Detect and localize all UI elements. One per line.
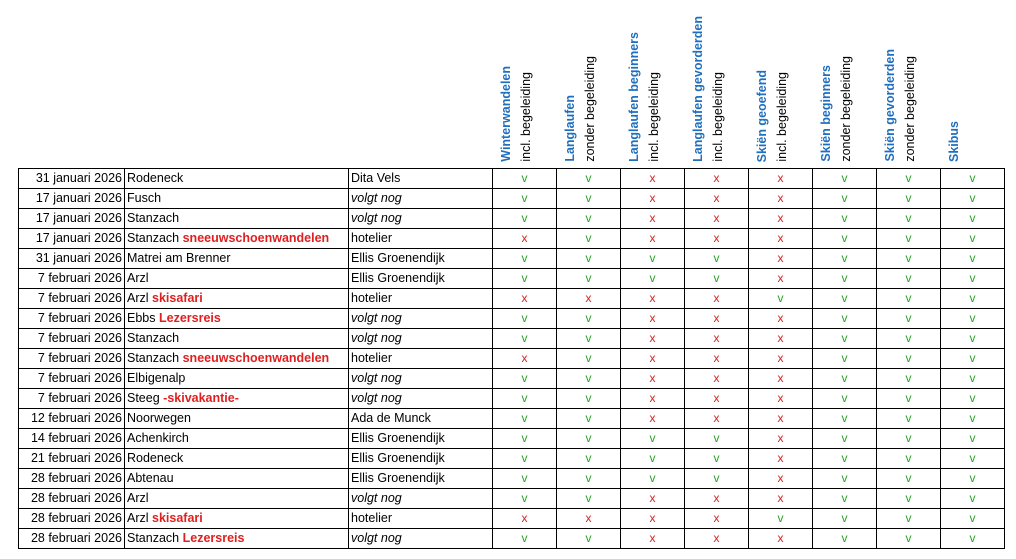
guide-cell: volgt nog: [349, 529, 493, 549]
column-header: [621, 0, 685, 169]
check-mark: v: [493, 449, 557, 469]
date-cell: 31 januari 2026: [19, 169, 125, 189]
date-cell: 7 februari 2026: [19, 389, 125, 409]
destination-name: Abtenau: [127, 471, 174, 485]
destination-cell: [125, 509, 349, 529]
column-header-labels: [687, 2, 749, 162]
cross-mark: x: [749, 229, 813, 249]
column-title: Skibus: [946, 121, 961, 162]
destination-name: Ebbs: [127, 311, 156, 325]
destination-cell: [125, 229, 349, 249]
destination-cell: [125, 329, 349, 349]
check-mark: v: [941, 189, 1005, 209]
cross-mark: x: [685, 189, 749, 209]
cross-mark: x: [621, 489, 685, 509]
column-title: Skiën gevorderden: [882, 49, 897, 162]
table-row: [19, 309, 1005, 329]
table-row: [19, 229, 1005, 249]
cross-mark: x: [749, 209, 813, 229]
check-mark: v: [813, 189, 877, 209]
check-mark: v: [877, 329, 941, 349]
cross-mark: x: [685, 309, 749, 329]
column-header-labels: [751, 2, 813, 162]
table-row: [19, 389, 1005, 409]
column-header: [685, 0, 749, 169]
cross-mark: x: [493, 349, 557, 369]
cross-mark: x: [685, 209, 749, 229]
guide-cell: volgt nog: [349, 309, 493, 329]
check-mark: v: [557, 389, 621, 409]
check-mark: v: [493, 429, 557, 449]
table-row: [19, 449, 1005, 469]
check-mark: v: [621, 469, 685, 489]
check-mark: v: [493, 309, 557, 329]
column-header: [877, 0, 941, 169]
column-header-labels: [943, 2, 1005, 162]
destination-cell: [125, 269, 349, 289]
destination-cell: [125, 489, 349, 509]
table-row: [19, 329, 1005, 349]
check-mark: v: [493, 249, 557, 269]
guide-cell: volgt nog: [349, 189, 493, 209]
cross-mark: x: [749, 169, 813, 189]
check-mark: v: [813, 389, 877, 409]
date-cell: 17 januari 2026: [19, 189, 125, 209]
cross-mark: x: [685, 409, 749, 429]
cross-mark: x: [749, 349, 813, 369]
cross-mark: x: [749, 489, 813, 509]
check-mark: v: [493, 529, 557, 549]
cross-mark: x: [685, 169, 749, 189]
trip-type-label: skisafari: [152, 291, 203, 305]
cross-mark: x: [621, 329, 685, 349]
destination-name: Steeg: [127, 391, 160, 405]
table-row: [19, 429, 1005, 449]
table-row: [19, 269, 1005, 289]
table-row: [19, 409, 1005, 429]
destination-cell: [125, 209, 349, 229]
check-mark: v: [493, 409, 557, 429]
check-mark: v: [685, 429, 749, 449]
cross-mark: x: [493, 509, 557, 529]
check-mark: v: [877, 189, 941, 209]
trip-type-label: Lezersreis: [182, 531, 245, 545]
guide-cell: Ellis Groenendijk: [349, 469, 493, 489]
check-mark: v: [941, 369, 1005, 389]
column-subtitle: zonder begeleiding: [838, 56, 853, 162]
destination-cell: [125, 409, 349, 429]
check-mark: v: [813, 489, 877, 509]
cross-mark: x: [557, 509, 621, 529]
cross-mark: x: [749, 249, 813, 269]
column-subtitle: zonder begeleiding: [582, 56, 597, 162]
guide-cell: hotelier: [349, 229, 493, 249]
check-mark: v: [685, 269, 749, 289]
column-title: Skiën beginners: [818, 65, 833, 162]
check-mark: v: [493, 189, 557, 209]
column-subtitle: incl. begeleiding: [518, 72, 533, 162]
date-cell: 7 februari 2026: [19, 349, 125, 369]
cross-mark: x: [493, 229, 557, 249]
destination-name: Arzl: [127, 271, 149, 285]
check-mark: v: [813, 269, 877, 289]
table-row: [19, 249, 1005, 269]
date-cell: 7 februari 2026: [19, 309, 125, 329]
cross-mark: x: [621, 209, 685, 229]
guide-cell: volgt nog: [349, 209, 493, 229]
guide-cell: Dita Vels: [349, 169, 493, 189]
destination-cell: [125, 369, 349, 389]
destination-name: Stanzach: [127, 531, 180, 545]
check-mark: v: [877, 509, 941, 529]
check-mark: v: [877, 469, 941, 489]
cross-mark: x: [621, 509, 685, 529]
check-mark: v: [749, 509, 813, 529]
check-mark: v: [493, 489, 557, 509]
destination-cell: [125, 429, 349, 449]
check-mark: v: [557, 169, 621, 189]
destination-name: Rodeneck: [127, 451, 184, 465]
table-row: [19, 289, 1005, 309]
guide-cell: hotelier: [349, 509, 493, 529]
date-cell: 17 januari 2026: [19, 209, 125, 229]
date-cell: 28 februari 2026: [19, 469, 125, 489]
date-cell: 21 februari 2026: [19, 449, 125, 469]
trip-type-label: sneeuwschoenwandelen: [182, 351, 330, 365]
date-cell: 31 januari 2026: [19, 249, 125, 269]
date-cell: 7 februari 2026: [19, 289, 125, 309]
destination-name: Arzl: [127, 491, 149, 505]
check-mark: v: [493, 169, 557, 189]
check-mark: v: [493, 269, 557, 289]
cross-mark: x: [749, 529, 813, 549]
cross-mark: x: [685, 349, 749, 369]
column-header: [557, 0, 621, 169]
cross-mark: x: [621, 349, 685, 369]
cross-mark: x: [621, 229, 685, 249]
cross-mark: x: [749, 389, 813, 409]
column-header-labels: [879, 2, 941, 162]
destination-name: Arzl: [127, 511, 149, 525]
check-mark: v: [941, 429, 1005, 449]
destination-cell: [125, 249, 349, 269]
check-mark: v: [941, 509, 1005, 529]
check-mark: v: [557, 409, 621, 429]
check-mark: v: [813, 509, 877, 529]
check-mark: v: [877, 389, 941, 409]
column-title: Langlaufen beginners: [626, 32, 641, 162]
date-cell: 7 februari 2026: [19, 369, 125, 389]
column-header-labels: [815, 2, 877, 162]
column-header-labels: [559, 2, 621, 162]
check-mark: v: [813, 329, 877, 349]
check-mark: v: [813, 369, 877, 389]
guide-cell: Ellis Groenendijk: [349, 429, 493, 449]
destination-cell: [125, 449, 349, 469]
cross-mark: x: [621, 309, 685, 329]
destination-cell: [125, 309, 349, 329]
date-cell: 28 februari 2026: [19, 489, 125, 509]
check-mark: v: [941, 229, 1005, 249]
date-cell: 17 januari 2026: [19, 229, 125, 249]
table-row: [19, 189, 1005, 209]
destination-name: Achenkirch: [127, 431, 189, 445]
check-mark: v: [877, 369, 941, 389]
check-mark: v: [557, 369, 621, 389]
check-mark: v: [813, 409, 877, 429]
guide-cell: hotelier: [349, 349, 493, 369]
destination-name: Stanzach: [127, 231, 180, 245]
cross-mark: x: [749, 429, 813, 449]
check-mark: v: [941, 309, 1005, 329]
cross-mark: x: [493, 289, 557, 309]
check-mark: v: [941, 529, 1005, 549]
check-mark: v: [813, 229, 877, 249]
destination-cell: [125, 389, 349, 409]
guide-cell: Ellis Groenendijk: [349, 249, 493, 269]
guide-cell: volgt nog: [349, 329, 493, 349]
column-header: [749, 0, 813, 169]
cross-mark: x: [685, 289, 749, 309]
destination-cell: [125, 469, 349, 489]
date-cell: 28 februari 2026: [19, 509, 125, 529]
guide-cell: Ada de Munck: [349, 409, 493, 429]
check-mark: v: [941, 169, 1005, 189]
check-mark: v: [941, 409, 1005, 429]
table-row: [19, 509, 1005, 529]
column-header: [813, 0, 877, 169]
cross-mark: x: [621, 289, 685, 309]
check-mark: v: [557, 529, 621, 549]
cross-mark: x: [685, 229, 749, 249]
check-mark: v: [941, 249, 1005, 269]
check-mark: v: [813, 209, 877, 229]
column-title: Langlaufen: [562, 95, 577, 162]
destination-cell: [125, 529, 349, 549]
check-mark: v: [877, 209, 941, 229]
cross-mark: x: [621, 369, 685, 389]
check-mark: v: [813, 349, 877, 369]
column-title: Langlaufen gevorderden: [690, 16, 705, 162]
cross-mark: x: [685, 329, 749, 349]
check-mark: v: [557, 269, 621, 289]
check-mark: v: [557, 249, 621, 269]
cross-mark: x: [749, 369, 813, 389]
check-mark: v: [941, 349, 1005, 369]
check-mark: v: [557, 209, 621, 229]
cross-mark: x: [685, 509, 749, 529]
check-mark: v: [621, 449, 685, 469]
check-mark: v: [557, 229, 621, 249]
check-mark: v: [749, 289, 813, 309]
check-mark: v: [941, 389, 1005, 409]
cross-mark: x: [749, 469, 813, 489]
trip-type-label: -skivakantie-: [163, 391, 239, 405]
check-mark: v: [877, 489, 941, 509]
destination-name: Stanzach: [127, 211, 180, 225]
check-mark: v: [877, 229, 941, 249]
check-mark: v: [557, 329, 621, 349]
check-mark: v: [557, 429, 621, 449]
guide-cell: Ellis Groenendijk: [349, 449, 493, 469]
table-row: [19, 529, 1005, 549]
header-spacer: [125, 0, 349, 169]
table-body: [19, 169, 1005, 549]
header-spacer: [349, 0, 493, 169]
column-subtitle: incl. begeleiding: [646, 72, 661, 162]
cross-mark: x: [749, 269, 813, 289]
cross-mark: x: [685, 489, 749, 509]
trip-type-label: Lezersreis: [158, 311, 221, 325]
destination-name: Stanzach: [127, 331, 180, 345]
destination-cell: [125, 349, 349, 369]
check-mark: v: [557, 349, 621, 369]
check-mark: v: [877, 429, 941, 449]
check-mark: v: [493, 369, 557, 389]
destination-name: Arzl: [127, 291, 149, 305]
cross-mark: x: [749, 189, 813, 209]
cross-mark: x: [749, 409, 813, 429]
table-row: [19, 209, 1005, 229]
check-mark: v: [877, 169, 941, 189]
column-subtitle: zonder begeleiding: [902, 56, 917, 162]
schedule-table: [18, 0, 1005, 549]
table-row: [19, 369, 1005, 389]
cross-mark: x: [749, 449, 813, 469]
check-mark: v: [877, 289, 941, 309]
destination-name: Stanzach: [127, 351, 180, 365]
check-mark: v: [621, 429, 685, 449]
cross-mark: x: [621, 409, 685, 429]
trip-type-label: skisafari: [152, 511, 203, 525]
check-mark: v: [557, 309, 621, 329]
check-mark: v: [941, 469, 1005, 489]
check-mark: v: [813, 289, 877, 309]
guide-cell: volgt nog: [349, 369, 493, 389]
guide-cell: volgt nog: [349, 489, 493, 509]
cross-mark: x: [621, 169, 685, 189]
check-mark: v: [941, 269, 1005, 289]
check-mark: v: [877, 529, 941, 549]
check-mark: v: [621, 269, 685, 289]
date-cell: 7 februari 2026: [19, 269, 125, 289]
check-mark: v: [813, 469, 877, 489]
column-title: Skiën geoefend: [754, 69, 769, 162]
check-mark: v: [941, 209, 1005, 229]
check-mark: v: [557, 189, 621, 209]
destination-name: Rodeneck: [127, 171, 184, 185]
check-mark: v: [813, 529, 877, 549]
column-header-labels: [495, 2, 557, 162]
table-row: [19, 169, 1005, 189]
cross-mark: x: [685, 389, 749, 409]
date-cell: 28 februari 2026: [19, 529, 125, 549]
check-mark: v: [813, 449, 877, 469]
column-header: [493, 0, 557, 169]
column-header: [941, 0, 1005, 169]
check-mark: v: [877, 449, 941, 469]
cross-mark: x: [621, 189, 685, 209]
check-mark: v: [813, 309, 877, 329]
check-mark: v: [877, 349, 941, 369]
check-mark: v: [813, 169, 877, 189]
column-header-labels: [623, 2, 685, 162]
destination-cell: [125, 289, 349, 309]
date-cell: 14 februari 2026: [19, 429, 125, 449]
check-mark: v: [493, 389, 557, 409]
check-mark: v: [941, 329, 1005, 349]
check-mark: v: [557, 469, 621, 489]
cross-mark: x: [557, 289, 621, 309]
check-mark: v: [493, 209, 557, 229]
destination-cell: [125, 189, 349, 209]
trip-type-label: sneeuwschoenwandelen: [182, 231, 330, 245]
guide-cell: Ellis Groenendijk: [349, 269, 493, 289]
column-title: Winterwandelen: [498, 66, 513, 162]
cross-mark: x: [621, 389, 685, 409]
header-row: [19, 0, 1005, 169]
cross-mark: x: [621, 529, 685, 549]
destination-name: Fusch: [127, 191, 162, 205]
check-mark: v: [557, 449, 621, 469]
check-mark: v: [941, 489, 1005, 509]
destination-name: Matrei am Brenner: [127, 251, 231, 265]
check-mark: v: [493, 329, 557, 349]
cross-mark: x: [685, 529, 749, 549]
column-subtitle: incl. begeleiding: [710, 72, 725, 162]
check-mark: v: [877, 249, 941, 269]
check-mark: v: [493, 469, 557, 489]
check-mark: v: [685, 469, 749, 489]
date-cell: 7 februari 2026: [19, 329, 125, 349]
column-subtitle: incl. begeleiding: [774, 72, 789, 162]
date-cell: 12 februari 2026: [19, 409, 125, 429]
destination-name: Noorwegen: [127, 411, 191, 425]
check-mark: v: [685, 249, 749, 269]
table-row: [19, 469, 1005, 489]
guide-cell: hotelier: [349, 289, 493, 309]
table-row: [19, 349, 1005, 369]
check-mark: v: [813, 429, 877, 449]
cross-mark: x: [749, 309, 813, 329]
cross-mark: x: [749, 329, 813, 349]
check-mark: v: [877, 309, 941, 329]
check-mark: v: [877, 409, 941, 429]
check-mark: v: [557, 489, 621, 509]
check-mark: v: [621, 249, 685, 269]
check-mark: v: [685, 449, 749, 469]
check-mark: v: [941, 289, 1005, 309]
check-mark: v: [813, 249, 877, 269]
destination-name: Elbigenalp: [127, 371, 186, 385]
table-row: [19, 489, 1005, 509]
cross-mark: x: [685, 369, 749, 389]
check-mark: v: [877, 269, 941, 289]
guide-cell: volgt nog: [349, 389, 493, 409]
check-mark: v: [941, 449, 1005, 469]
destination-cell: [125, 169, 349, 189]
header-spacer: [19, 0, 125, 169]
